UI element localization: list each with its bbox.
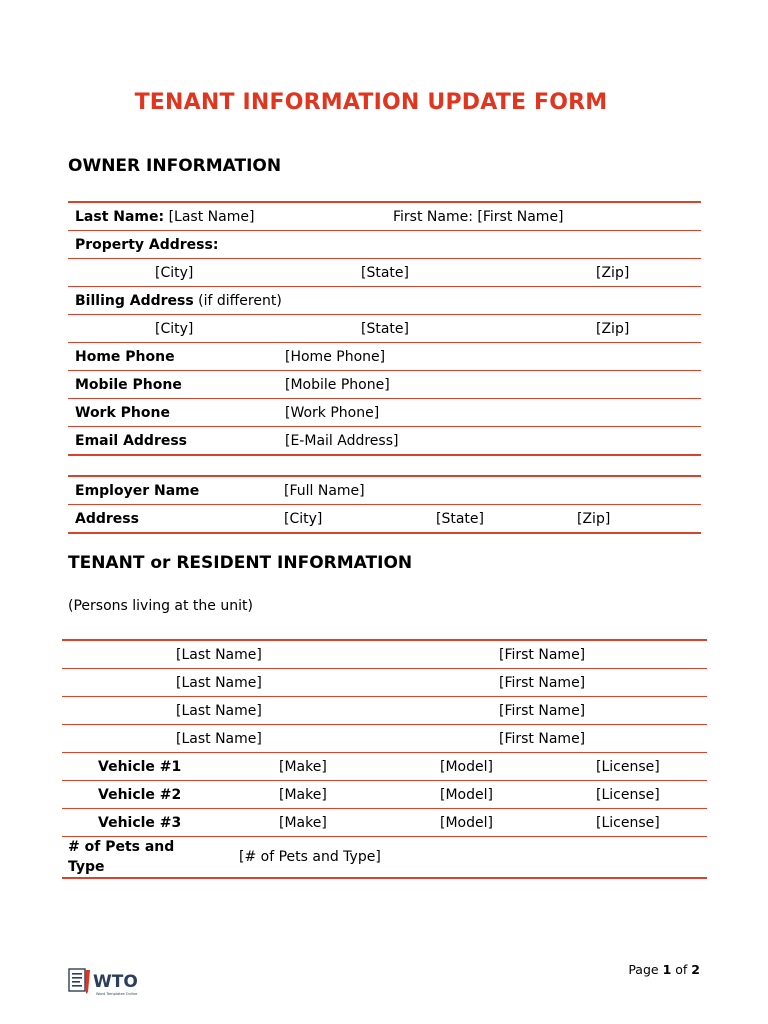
- billing-zip-cell[interactable]: [Zip]: [596, 315, 701, 343]
- vehicle-label: Vehicle #3: [62, 809, 232, 837]
- vehicle-label: Vehicle #1: [62, 753, 232, 781]
- employer-table: [68, 475, 701, 534]
- page-title: TENANT INFORMATION UPDATE FORM: [134, 90, 608, 115]
- table-row: [68, 315, 701, 343]
- table-row: [62, 753, 707, 781]
- vehicle-make-cell[interactable]: [Make]: [232, 753, 392, 781]
- employer-name-label: Employer Name: [68, 476, 277, 505]
- work-phone-value[interactable]: [Work Phone]: [278, 399, 701, 427]
- tenant-first-name-cell[interactable]: [First Name]: [392, 640, 707, 669]
- home-phone-label: Home Phone: [68, 343, 278, 371]
- table-row: [68, 371, 701, 399]
- wto-logo: [68, 966, 158, 998]
- property-zip-cell[interactable]: [Zip]: [596, 259, 701, 287]
- table-row: [62, 697, 707, 725]
- first-name-cell[interactable]: First Name: [First Name]: [378, 202, 701, 231]
- vehicle-license-cell[interactable]: [License]: [549, 809, 707, 837]
- mobile-phone-value[interactable]: [Mobile Phone]: [278, 371, 701, 399]
- table-row: [68, 287, 701, 315]
- vehicle-label: Vehicle #2: [62, 781, 232, 809]
- pets-label: # of Pets and Type: [62, 837, 232, 879]
- table-row: [68, 399, 701, 427]
- billing-address-label: Billing Address (if different): [68, 287, 701, 315]
- tenant-last-name-cell[interactable]: [Last Name]: [62, 697, 392, 725]
- tenant-note: (Persons living at the unit): [68, 598, 253, 614]
- table-row: [68, 231, 701, 259]
- tenant-last-name-cell[interactable]: [Last Name]: [62, 669, 392, 697]
- vehicle-license-cell[interactable]: [License]: [549, 781, 707, 809]
- owner-section-heading: OWNER INFORMATION: [68, 156, 282, 176]
- employer-name-value[interactable]: [Full Name]: [277, 476, 701, 505]
- svg-text:Word Templates Online: Word Templates Online: [96, 992, 138, 996]
- vehicle-model-cell[interactable]: [Model]: [392, 809, 549, 837]
- tenant-first-name-cell[interactable]: [First Name]: [392, 725, 707, 753]
- table-row: [68, 476, 701, 505]
- table-row: [62, 837, 707, 879]
- vehicle-make-cell[interactable]: [Make]: [232, 781, 392, 809]
- vehicle-model-cell[interactable]: [Model]: [392, 781, 549, 809]
- table-row: [68, 505, 701, 534]
- tenant-section-heading: TENANT or RESIDENT INFORMATION: [68, 553, 413, 573]
- vehicle-license-cell[interactable]: [License]: [549, 753, 707, 781]
- svg-text:WTO: WTO: [93, 972, 138, 992]
- pets-value-cell[interactable]: [# of Pets and Type]: [232, 837, 707, 879]
- table-row: [62, 781, 707, 809]
- table-row: [62, 669, 707, 697]
- email-label: Email Address: [68, 427, 278, 456]
- home-phone-value[interactable]: [Home Phone]: [278, 343, 701, 371]
- property-city-cell[interactable]: [City]: [68, 259, 278, 287]
- employer-state-cell[interactable]: [State]: [429, 505, 570, 534]
- table-row: [62, 725, 707, 753]
- tenant-table: [62, 639, 707, 879]
- work-phone-label: Work Phone: [68, 399, 278, 427]
- vehicle-model-cell[interactable]: [Model]: [392, 753, 549, 781]
- tenant-last-name-cell[interactable]: [Last Name]: [62, 725, 392, 753]
- table-row: [62, 640, 707, 669]
- employer-address-label: Address: [68, 505, 277, 534]
- employer-zip-cell[interactable]: [Zip]: [570, 505, 701, 534]
- vehicle-make-cell[interactable]: [Make]: [232, 809, 392, 837]
- property-state-cell[interactable]: [State]: [278, 259, 596, 287]
- email-value[interactable]: [E-Mail Address]: [278, 427, 701, 456]
- billing-state-cell[interactable]: [State]: [278, 315, 596, 343]
- tenant-first-name-cell[interactable]: [First Name]: [392, 697, 707, 725]
- owner-info-table: [68, 201, 701, 456]
- table-row: [68, 427, 701, 456]
- billing-city-cell[interactable]: [City]: [68, 315, 278, 343]
- page-number: Page 1 of 2: [628, 962, 700, 977]
- mobile-phone-label: Mobile Phone: [68, 371, 278, 399]
- tenant-last-name-cell[interactable]: [Last Name]: [62, 640, 392, 669]
- table-row: [62, 809, 707, 837]
- table-row: [68, 202, 701, 231]
- table-row: [68, 343, 701, 371]
- tenant-first-name-cell[interactable]: [First Name]: [392, 669, 707, 697]
- last-name-cell[interactable]: Last Name: [Last Name]: [68, 202, 378, 231]
- table-row: [68, 259, 701, 287]
- property-address-label: Property Address:: [68, 231, 701, 259]
- employer-city-cell[interactable]: [City]: [277, 505, 429, 534]
